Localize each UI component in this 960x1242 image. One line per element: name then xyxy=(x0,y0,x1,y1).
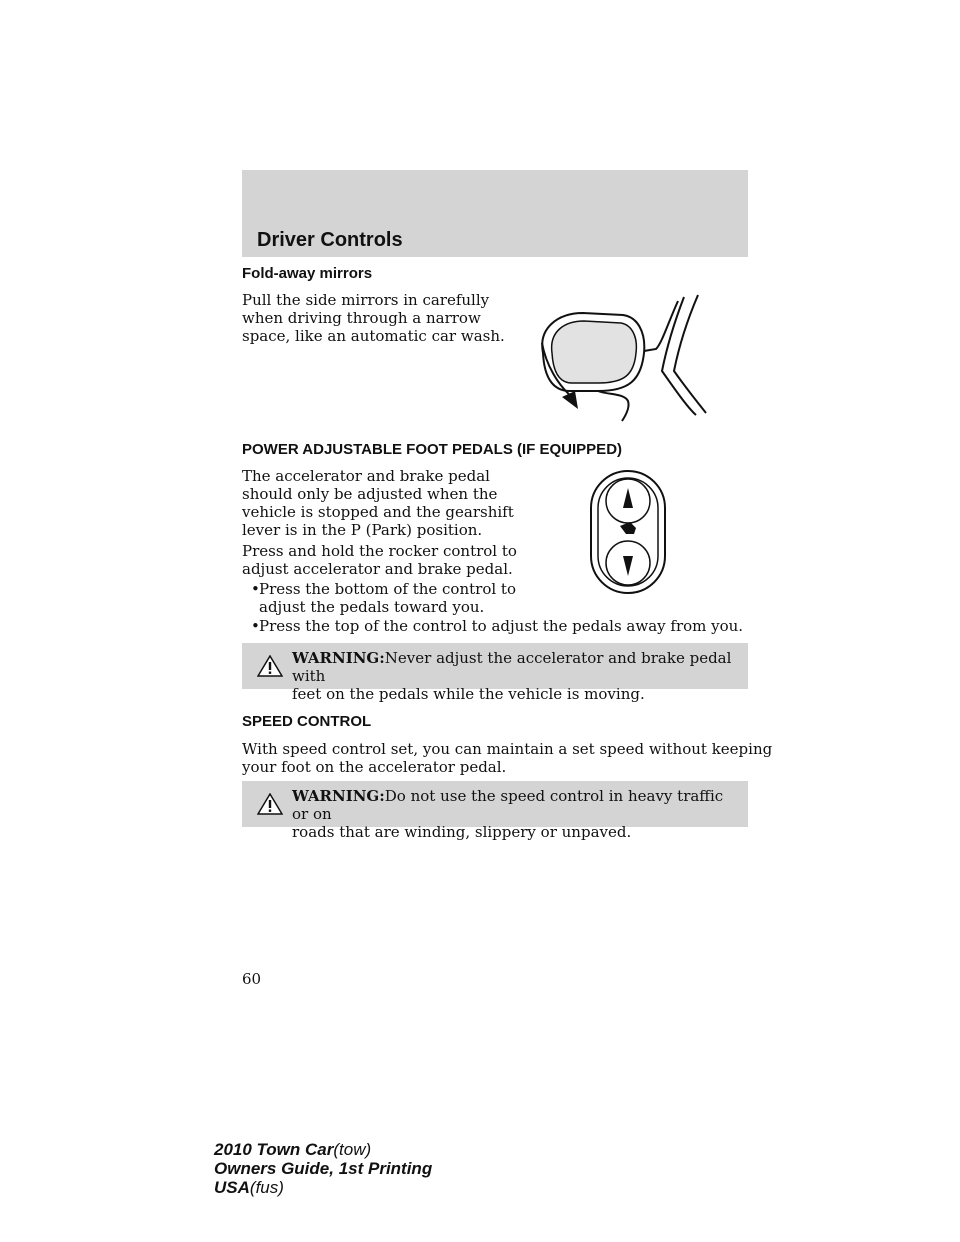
bullet-symbol: • xyxy=(251,617,260,635)
page-title: Driver Controls xyxy=(257,229,403,251)
side-mirror-illustration xyxy=(528,293,718,423)
page-number: 60 xyxy=(242,970,262,988)
mirrors-paragraph: Pull the side mirrors in carefully when driving through a narrow space, like an automatic car wash. xyxy=(242,291,505,345)
power-pedals-heading: POWER ADJUSTABLE FOOT PEDALS (IF EQUIPPED) xyxy=(242,441,623,458)
warning-triangle-icon xyxy=(257,655,283,677)
warning-text-speed: WARNING:Do not use the speed control in heavy traffic or on roads that are winding, slippery or unpaved. xyxy=(292,787,724,841)
speed-control-heading: SPEED CONTROL xyxy=(242,713,372,730)
warning-box-pedals xyxy=(242,643,748,703)
warning-triangle-icon xyxy=(257,793,283,815)
document-footer: 2010 Town Car(tow) Owners Guide, 1st Printing USA(fus) xyxy=(214,1140,433,1197)
pedals-paragraph-2: Press and hold the rocker control to adjust accelerator and brake pedal. xyxy=(242,542,517,578)
bullet-item-top: • Press the top of the control to adjust the pedals away from you. xyxy=(251,617,744,635)
bullet-item-bottom: • Press the bottom of the control to adjust the pedals toward you. xyxy=(251,580,516,616)
section-header xyxy=(242,170,748,257)
speed-control-paragraph: With speed control set, you can maintain a set speed without keeping your foot on the accelerator pedal. xyxy=(242,740,773,776)
pedals-paragraph-1: The accelerator and brake pedal should only be adjusted when the vehicle is stopped and the gearshift lever is in the P (Park) position. xyxy=(242,467,514,539)
bullet-symbol: • xyxy=(251,580,260,598)
pedal-rocker-switch-illustration xyxy=(588,468,668,596)
warning-box-speed xyxy=(242,781,748,841)
fold-away-mirrors-heading: Fold-away mirrors xyxy=(242,265,373,282)
warning-text-pedals: WARNING:Never adjust the accelerator and brake pedal with feet on the pedals while the vehicle is moving. xyxy=(292,649,732,703)
